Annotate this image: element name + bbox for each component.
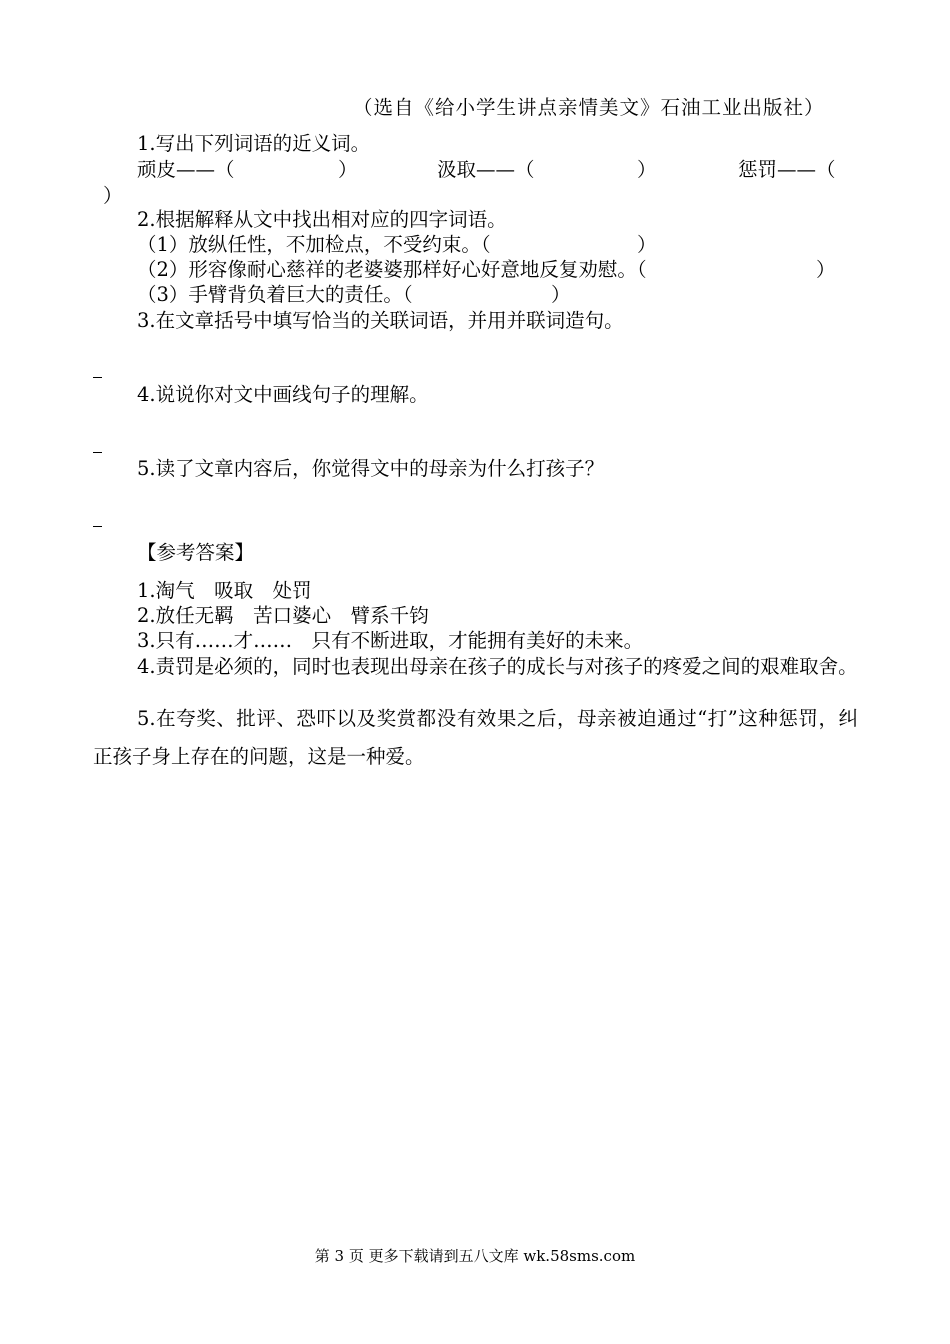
- question-2-item-3-close: ）: [551, 283, 571, 306]
- question-1-word-1: 顽皮——（: [137, 158, 235, 181]
- question-1-word-3: 惩罚——（: [738, 158, 836, 181]
- answer-3: 3.只有……才…… 只有不断进取，才能拥有美好的未来。: [137, 629, 644, 652]
- question-1-word-1-close: ）: [338, 158, 358, 181]
- question-4-title: 4.说说你对文中画线句子的理解。: [137, 383, 429, 406]
- page-footer: 第 3 页 更多下载请到五八文库 wk.58sms.com: [314, 1247, 636, 1265]
- question-1-word-2-close: ）: [637, 158, 657, 181]
- question-2-item-3: （3）手臂背负着巨大的责任。（: [137, 283, 413, 306]
- answers-heading: 【参考答案】: [137, 541, 255, 564]
- answer-2: 2.放任无羁 苦口婆心 臂系千钧: [137, 604, 429, 627]
- question-2-item-2-close: ）: [816, 258, 836, 281]
- question-1-word-2: 汲取——（: [437, 158, 535, 181]
- source-citation: （选自《给小学生讲点亲情美文》石油工业出版社）: [353, 96, 825, 119]
- question-2-item-1: （1）放纵任性，不加检点，不受约束。（: [137, 233, 491, 256]
- answer-blank-line: [93, 377, 102, 378]
- question-3-title: 3.在文章括号中填写恰当的关联词语，并用并联词造句。: [137, 309, 624, 332]
- answer-5: 5.在夸奖、批评、恐吓以及奖赏都没有效果之后，母亲被迫通过“打”这种惩罚，纠正孩子身上存在的问题，这是一种爱。: [93, 707, 858, 768]
- question-2-item-1-close: ）: [637, 233, 657, 256]
- answer-1: 1.淘气 吸取 处罚: [137, 579, 312, 602]
- answer-4: 4.责罚是必须的，同时也表现出母亲在孩子的成长与对孩子的疼爱之间的艰难取舍。: [137, 655, 858, 678]
- question-2-title: 2.根据解释从文中找出相对应的四字词语。: [137, 208, 507, 231]
- question-5-title: 5.读了文章内容后，你觉得文中的母亲为什么打孩子？: [137, 457, 605, 480]
- question-1-title: 1.写出下列词语的近义词。: [137, 132, 371, 155]
- answer-blank-line: [93, 452, 102, 453]
- question-2-item-2: （2）形容像耐心慈祥的老婆婆那样好心好意地反复劝慰。（: [137, 258, 647, 281]
- question-1-word-3-close: ）: [103, 184, 123, 207]
- answer-blank-line: [93, 526, 102, 527]
